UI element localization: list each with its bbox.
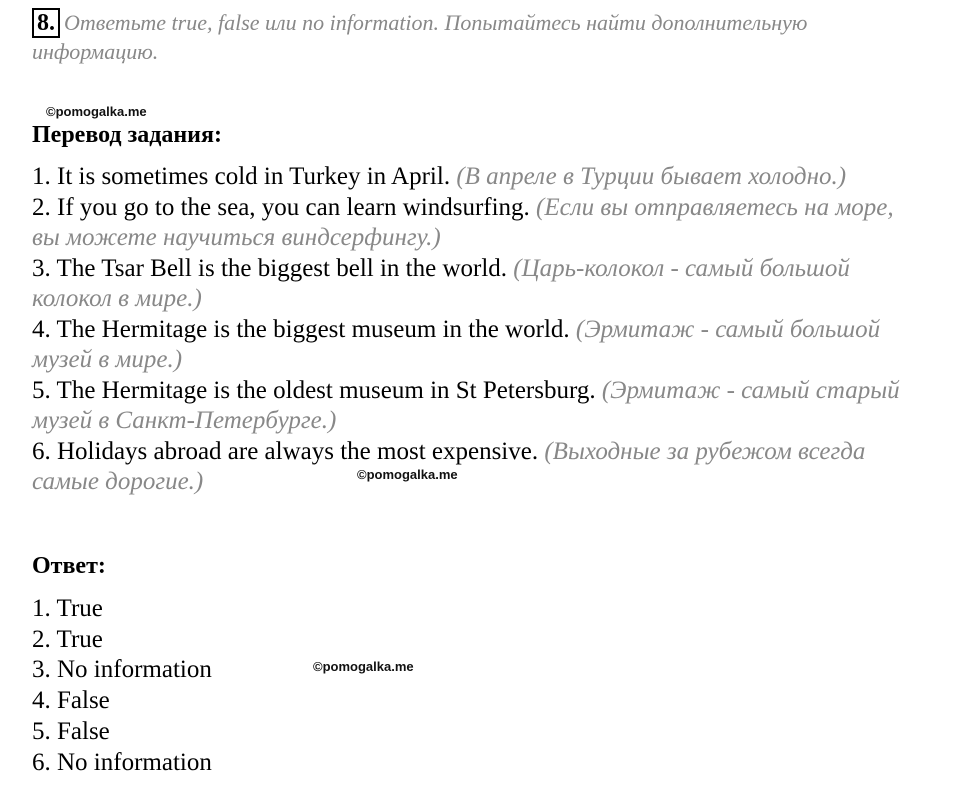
list-item bbox=[32, 254, 922, 315]
task-instruction: Ответьте true, false или no information. Попытайтесь найти дополнительную информацию. bbox=[32, 10, 808, 64]
answers-list bbox=[32, 594, 212, 778]
watermark: ©pomogalka.me bbox=[46, 104, 147, 119]
answer-item: 4. False bbox=[32, 687, 110, 715]
items-list bbox=[32, 162, 922, 498]
list-item bbox=[32, 162, 922, 193]
item-translation: (Царь-колокол - самый большой колокол в мире.) bbox=[32, 254, 850, 312]
item-translation: (Эрмитаж - самый большой музей в мире.) bbox=[32, 315, 881, 373]
item-text: 5. The Hermitage is the oldest museum in St Petersburg. bbox=[32, 376, 596, 404]
answer-item: 1. True bbox=[32, 595, 103, 622]
item-text: 4. The Hermitage is the biggest museum in the world. bbox=[32, 315, 570, 343]
answer-item: 6. No information bbox=[32, 748, 212, 776]
answer-heading: Ответ: bbox=[32, 553, 106, 579]
item-translation: (Выходные за рубежом всегда самые дорогие.) bbox=[32, 437, 866, 495]
task-header bbox=[32, 8, 932, 66]
item-text: 3. The Tsar Bell is the biggest bell in the world. bbox=[32, 254, 508, 282]
item-translation: (Если вы отправляетесь на море, вы можете научиться виндсерфингу.) bbox=[32, 193, 894, 251]
answer-item: 5. False bbox=[32, 717, 110, 745]
list-item bbox=[32, 437, 922, 498]
item-text: 2. If you go to the sea, you can learn windsurfing. bbox=[32, 193, 530, 221]
item-text: 1. It is sometimes cold in Turkey in April. bbox=[32, 163, 451, 190]
watermark: ©pomogalka.me bbox=[357, 467, 458, 482]
item-text: 6. Holidays abroad are always the most expensive. bbox=[32, 437, 539, 465]
list-item bbox=[32, 315, 922, 376]
answer-item: 3. No information bbox=[32, 656, 212, 684]
list-item bbox=[32, 376, 922, 437]
item-translation: (Эрмитаж - самый старый музей в Санкт-Петербурге.) bbox=[32, 376, 900, 434]
watermark: ©pomogalka.me bbox=[313, 659, 414, 674]
list-item bbox=[32, 193, 922, 254]
task-number: 8. bbox=[32, 8, 60, 38]
translation-heading: Перевод задания: bbox=[32, 122, 222, 148]
answer-item: 2. True bbox=[32, 625, 103, 653]
item-translation: (В апреле в Турции бывает холодно.) bbox=[456, 163, 847, 190]
